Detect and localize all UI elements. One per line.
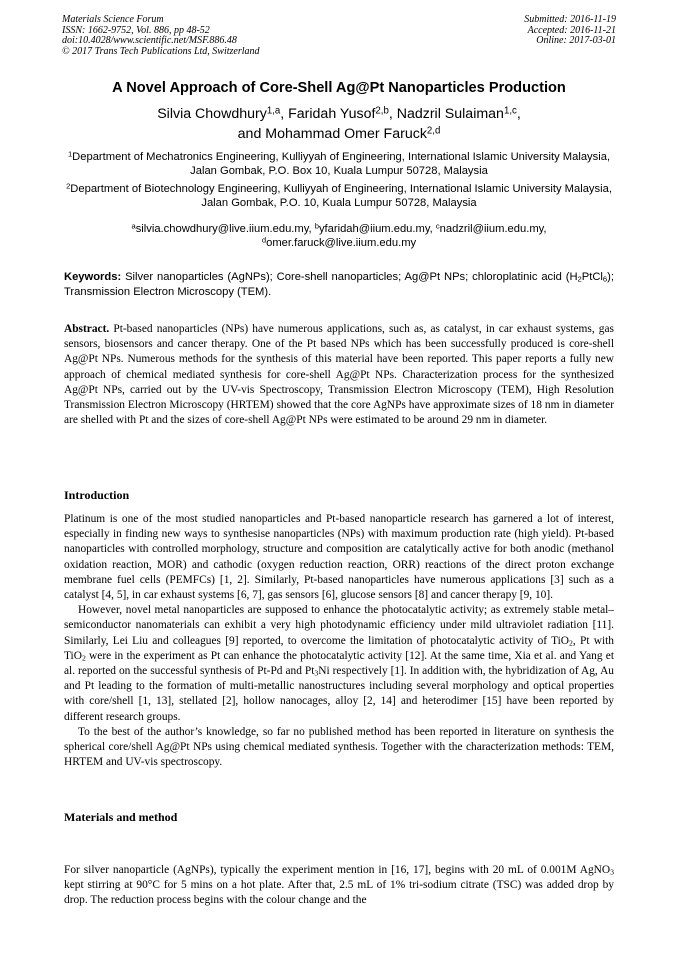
paragraph: Platinum is one of the most studied nanoparticles and Pt-based nanoparticle research has garnered a lot of interest, especially in finding new ways to synthesise nanoparticles (NPs) with maximum production rate (high yield). Pt-based nanoparticles with controlled morphology, structure and composition are catalytically active for both anodic (methanol oxidation reaction, MOR) and cathodic (oxygen reduction reaction, ORR) reactions of the direct proton exchange membrane fuel cells (PEMFCs) [1, 2]. Similarly, Pt-based nanoparticles have numerous applications [3] such as a catalyst [4, 5], in car exhaust systems [6, 7], gas sensors [6], glucose sensors [8] and cancer therapy [9, 10]. xyxy=(64,513,614,602)
author-affiliation-mark: 1,c xyxy=(503,105,517,117)
keywords-label: Keywords: xyxy=(64,271,122,283)
paragraph: To the best of the author’s knowledge, so far no published method has been reported in literature on synthesis the spherical core/shell Ag@Pt NPs using chemical mediated synthesis. Together with the characterization methods: TEM, HRTEM and UV-vis spectroscopy. xyxy=(64,725,614,769)
abstract-text: Pt-based nanoparticles (NPs) have numerous applications, such as, as catalyst, in car exhaust systems, gas sensors, biosensors and cancer therapy. One of the Pt based NPs which has been successfully produced is core-shell Ag@Pt NPs. Numerous methods for the synthesis of this material have been reported. This paper reports a fully new approach of chemical mediated synthesis for core-shell Ag@Pt NPs. Characterization process for the synthesized Ag@Pt NPs, carried out by the UV-vis Spectroscopy, Transmission Electron Microscopy (TEM), High Resolution Transmission Electron Microscopy (HRTEM) showed that the core AgNPs have approximate sizes of 18 nm in diameter are shelled with Pt and the sizes of core-shell Ag@Pt NPs were estimated to be around 29 nm in diameter. xyxy=(64,323,614,427)
journal-name: Materials Science Forum xyxy=(62,14,164,25)
section-heading-methods: Materials and method xyxy=(64,810,178,824)
affiliation-1: $^1$Department of Mechatronics Engineering, Kulliyyah of Engineering, International Islamic University Malaysia, Jalan Gombak, P.O. Box 10, Kuala Lumpur 50728, Malaysia xyxy=(67,149,611,177)
dates-header xyxy=(524,15,616,47)
author-name: Nadzril Sulaiman xyxy=(396,106,504,122)
author-name: Silvia Chowdhury xyxy=(157,106,267,122)
email-link[interactable]: omer.faruck@live.iium.edu.my xyxy=(266,237,417,249)
journal-header xyxy=(62,15,260,57)
email-link[interactable]: nadzril@iium.edu.my xyxy=(439,223,544,235)
email-line-2: $^d$omer.faruck@live.iium.edu.my xyxy=(261,235,417,249)
author-affiliation-mark: 2,b xyxy=(375,105,389,117)
doi-line[interactable]: doi:10.4028/www.scientific.net/MSF.886.48 xyxy=(62,35,237,46)
author-emails xyxy=(60,222,618,250)
abstract xyxy=(64,322,614,428)
paragraph: However, novel metal nanoparticles are supposed to enhance the photocatalytic activity; as extremely stable metal–semiconductor nanomaterials can exhibit a very high photodynamic efficiency under mild ultraviolet radiation [11]. Similarly, Lei Liu and colleagues [9] reported, to overcome the limitation of photocatalytic activity of TiO$_2$, Pt with TiO$_2$ were in the experiment as Pt can enhance the photocatalytic activity [12]. At the same time, Xia et al. and Yang et al. reported on the successful synthesis of Pt-Pd and $Pt_3Ni$ respectively [1]. In addition with, the hybridization of Ag, Au and Pt leading to the formation of multi-metallic nanostructures including several morphology and optical properties with core/shell [1, 13], stellated [2], hollow nanocages, alloy [2, 14] and heterodimer [15] have been reported by different research groups. xyxy=(64,604,614,723)
accepted-date: Accepted: 2016-11-21 xyxy=(527,24,616,36)
affiliation-2: $^2$Department of Biotechnology Engineering, Kulliyyah of Engineering, International Islamic University Malaysia, Jalan Gombak, P.O. 10, Kuala Lumpur 50728, Malaysia xyxy=(66,181,612,209)
author-line-1: Silvia Chowdhury$^{1,a}$, Faridah Yusof$^{2,b}$, Nadzril Sulaiman$^{1,c}$, xyxy=(157,105,521,122)
issn-line: ISSN: 1662-9752, Vol. 886, pp 48-52 xyxy=(62,24,210,36)
author-affiliation-mark: 2,d xyxy=(426,125,441,137)
section-heading-introduction: Introduction xyxy=(64,488,130,502)
email-line-1: $^a$silvia.chowdhury@live.iium.edu.my, $^b$yfaridah@iium.edu.my, $^c$nadzril@iium.edu.my, xyxy=(131,221,547,235)
paragraph: For silver nanoparticle (AgNPs), typically the experiment mention in [16, 17], begins with 20 mL of 0.001M AgNO$_3$ kept stirring at 90°C for 5 mins on a hot plate. After that, 2.5 mL of 1% tri-sodium citrate (TSC) was added drop by drop. The reduction process begins with the colour change and the xyxy=(64,864,614,907)
author-affiliation-mark: 1,a xyxy=(266,105,281,117)
submitted-date: Submitted: 2016-11-19 xyxy=(524,14,616,25)
email-link[interactable]: silvia.chowdhury@live.iium.edu.my xyxy=(135,223,309,235)
keywords: Keywords: Silver nanoparticles (AgNPs); Core-shell nanoparticles; Ag@Pt NPs; chloroplatinic acid $(H_2PtCl_6)$; Transmission Electron Microscopy (TEM). xyxy=(64,271,614,298)
email-link[interactable]: yfaridah@iium.edu.my xyxy=(318,223,430,235)
author-list xyxy=(20,104,658,144)
author-name: Mohammad Omer Faruck xyxy=(265,126,427,142)
copyright-line: © 2017 Trans Tech Publications Ltd, Switzerland xyxy=(62,45,260,57)
methods-body xyxy=(64,863,614,909)
author-line-2: and Mohammad Omer Faruck$^{2,d}$ xyxy=(237,125,441,142)
online-date: Online: 2017-03-01 xyxy=(536,35,616,46)
paper-title: A Novel Approach of Core-Shell Ag@Pt Nanoparticles Production xyxy=(112,80,566,96)
introduction-body xyxy=(64,512,614,770)
abstract-label: Abstract. xyxy=(64,323,110,335)
author-name: Faridah Yusof xyxy=(288,106,376,122)
